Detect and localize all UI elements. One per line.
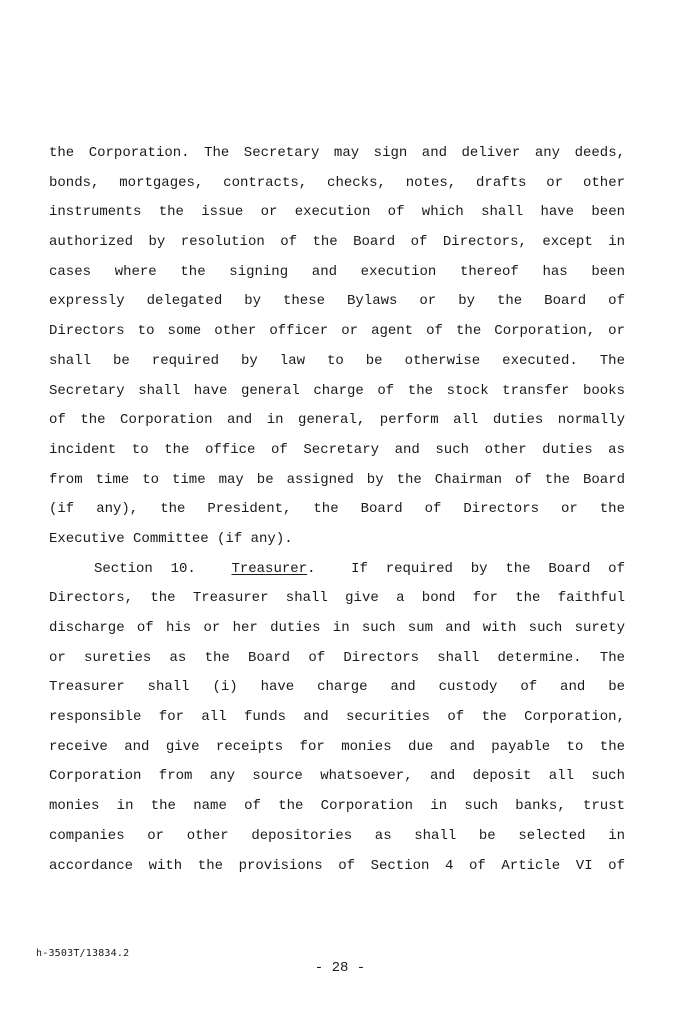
text-line: cases where the signing and execution thereof has been — [49, 263, 625, 280]
text-line: shall be required by law to be otherwise executed. The — [49, 352, 625, 369]
text-line: the Corporation. The Secretary may sign and deliver any deeds, — [49, 145, 625, 161]
text-line: monies in the name of the Corporation in such banks, trust — [49, 798, 625, 815]
text-line: Directors to some other officer or agent of the Corporation, or — [49, 323, 625, 340]
text-line: accordance with the provisions of Section 4 of Article VI of — [49, 857, 625, 874]
section-heading-line — [49, 555, 625, 585]
document-reference: h-3503T/13834.2 — [36, 948, 130, 959]
section-first-line-text: If required by the Board of — [351, 560, 625, 577]
text-line: Corporation from any source whatsoever, and deposit all such — [49, 768, 625, 785]
text-line: or sureties as the Board of Directors shall determine. The — [49, 649, 625, 666]
text-line: instruments the issue or execution of which shall have been — [49, 204, 625, 221]
text-line: Directors, the Treasurer shall give a bond for the faithful — [49, 590, 625, 607]
text-line: bonds, mortgages, contracts, checks, notes, drafts or other — [49, 174, 625, 191]
text-line: from time to time may be assigned by the Chairman of the Board — [49, 471, 625, 488]
text-line: of the Corporation and in general, perform all duties normally — [49, 412, 625, 429]
text-line: Secretary shall have general charge of the stock transfer books — [49, 382, 625, 399]
text-line: companies or other depositories as shall be selected in — [49, 827, 625, 844]
text-line: Treasurer shall (i) have charge and custody of and be — [49, 679, 625, 696]
text-line: authorized by resolution of the Board of Directors, except in — [49, 234, 625, 251]
section-number: Section 10. — [94, 560, 196, 577]
text-line: incident to the office of Secretary and such other duties as — [49, 441, 625, 458]
text-line: Executive Committee (if any). — [49, 530, 293, 547]
text-line: receive and give receipts for monies due and payable to the — [49, 738, 625, 755]
section-heading: Treasurer — [231, 560, 308, 577]
page-number: - 28 - — [314, 960, 366, 976]
text-line: (if any), the President, the Board of Directors or the — [49, 501, 625, 518]
section-heading-punct: . — [307, 560, 316, 577]
text-line: expressly delegated by these Bylaws or by the Board of — [49, 293, 625, 310]
text-line: responsible for all funds and securities of the Corporation, — [49, 709, 625, 726]
body-text — [49, 139, 625, 881]
text-line: discharge of his or her duties in such sum and with such surety — [49, 620, 625, 636]
